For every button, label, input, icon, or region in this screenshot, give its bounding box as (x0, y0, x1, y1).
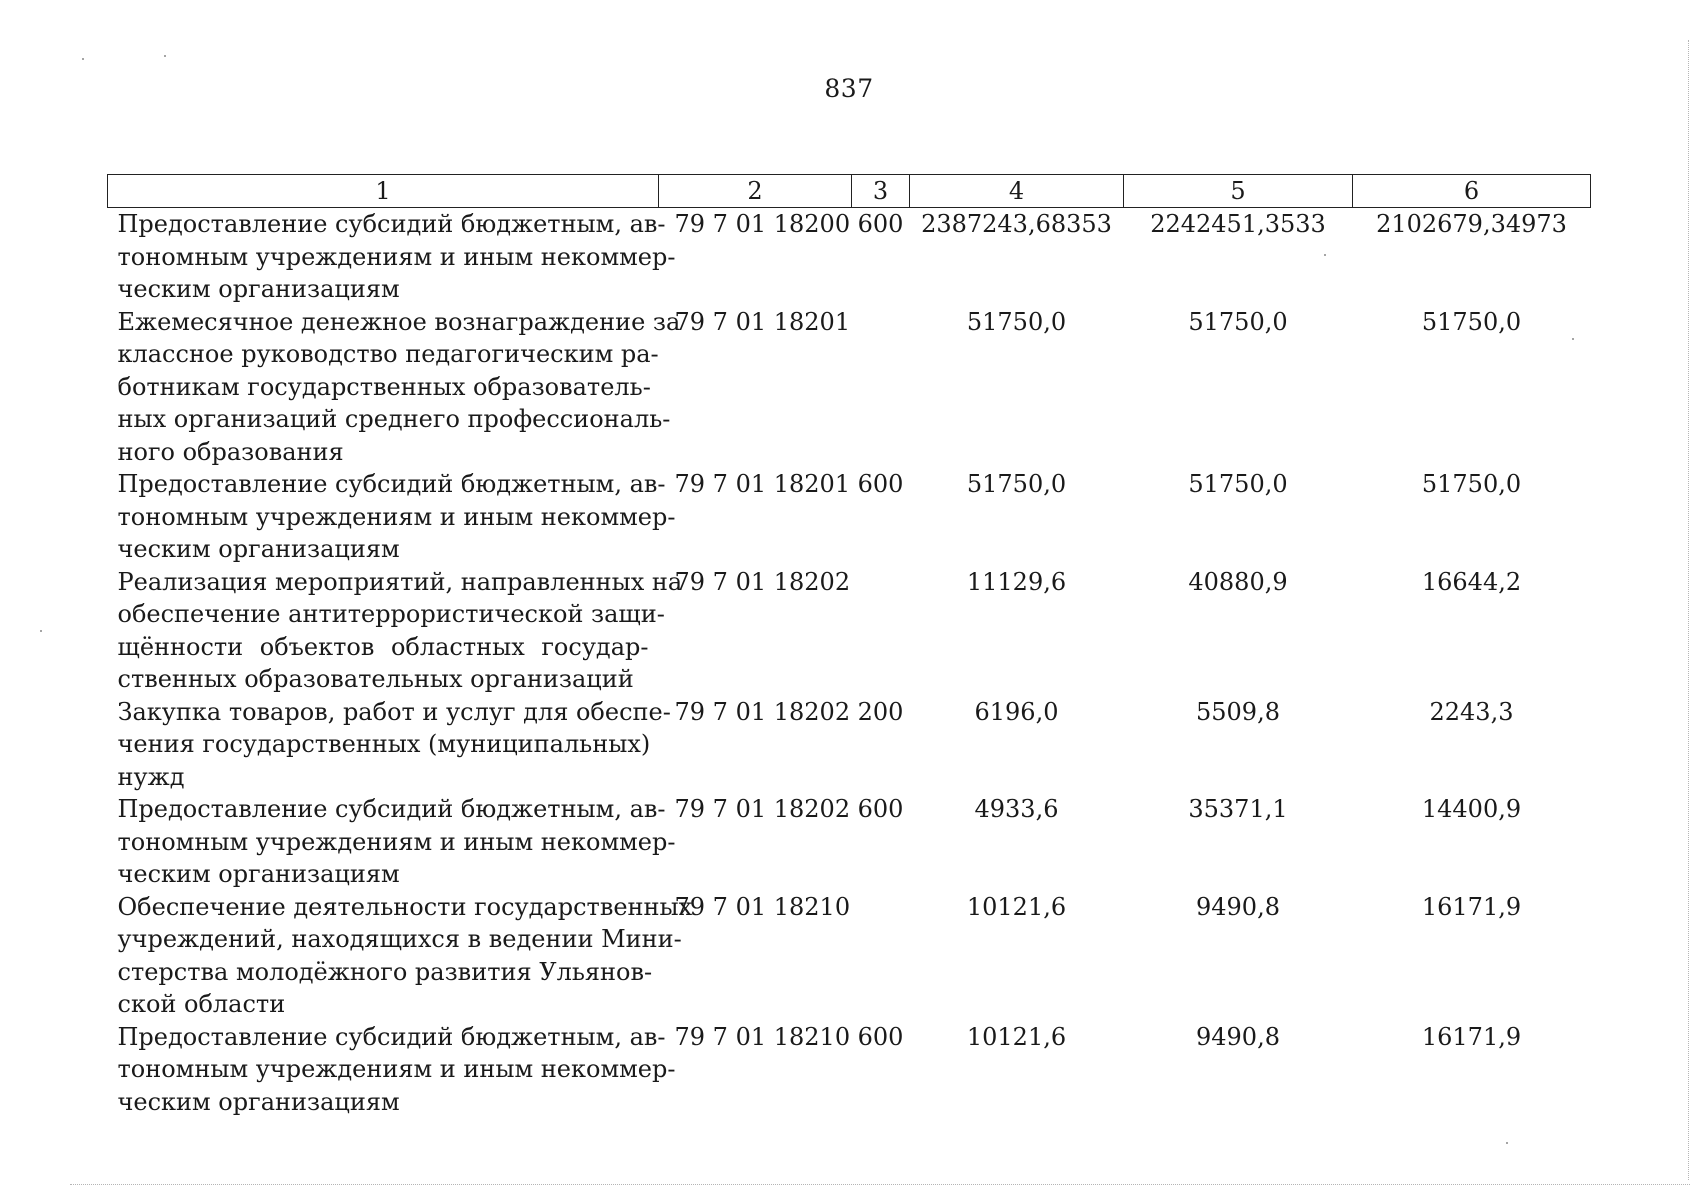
table-row (108, 566, 1591, 696)
item-name-line: классное руководство педагогическим ра- (117, 340, 659, 368)
row-expense-group (852, 306, 910, 469)
table-row (108, 891, 1591, 1021)
item-name-line: тономным учреждениям и иным некоммер- (117, 1055, 676, 1083)
row-code: 79 7 01 18202 (674, 567, 851, 596)
item-name-line: тономным учреждениям и иным некоммер- (117, 827, 676, 856)
table-row (108, 468, 1591, 566)
header-col-4: 4 (910, 175, 1124, 208)
item-name-line: ческим организациям (117, 860, 400, 888)
row-item-name (108, 468, 676, 566)
scan-speck (164, 55, 166, 57)
budget-table-container (107, 174, 1590, 1118)
scan-edge-bottom (70, 1184, 1690, 1186)
row-value-col-5: 2242451,3533 (1150, 210, 1326, 238)
row-code: 79 7 01 18202 (674, 697, 851, 726)
row-expense-group: 600 (857, 210, 904, 238)
item-name-line: тономным учреждениям и иным некоммер- (117, 502, 676, 531)
row-item-name (108, 891, 693, 1021)
row-expense-group: 200 (857, 697, 904, 726)
row-value-col-6: 2243,3 (1429, 697, 1514, 726)
item-name-line: тономным учреждениям и иным некоммер- (117, 242, 676, 271)
row-value-col-5: 51750,0 (1188, 307, 1288, 336)
table-row (108, 306, 1591, 469)
scan-speck (82, 58, 84, 60)
row-expense-group: 600 (857, 795, 904, 823)
item-name-line: ческим организациям (117, 1087, 400, 1116)
item-name-line: стерства молодёжного развития Ульянов- (117, 957, 653, 986)
row-value-col-6: 16171,9 (1421, 892, 1522, 921)
item-name-line: нужд (117, 762, 185, 791)
row-code: 79 7 01 18202 (674, 795, 851, 823)
item-name-line: Предоставление субсидий бюджетным, ав- (117, 210, 666, 238)
table-row (108, 793, 1591, 891)
item-name-line: Ежемесячное денежное вознаграждение за (117, 307, 681, 336)
header-row (108, 175, 1591, 208)
row-value-col-5: 5509,8 (1196, 697, 1280, 726)
row-value-col-5: 9490,8 (1196, 1022, 1280, 1051)
item-name-line: ской области (117, 990, 286, 1018)
item-name-line: Обеспечение деятельности государственных (117, 892, 693, 921)
item-name-line: Закупка товаров, работ и услуг для обеспе- (117, 697, 671, 726)
row-expense-group (852, 566, 910, 696)
row-value-col-4: 10121,6 (966, 1022, 1067, 1051)
row-value-col-5: 9490,8 (1196, 892, 1280, 921)
header-col-1: 1 (108, 175, 659, 208)
scan-speck (40, 630, 42, 632)
item-name-line: Предоставление субсидий бюджетным, ав- (117, 1022, 666, 1051)
item-name-line: Реализация мероприятий, направленных на (117, 567, 683, 596)
scan-speck (1324, 254, 1326, 256)
row-value-col-6: 16171,9 (1421, 1022, 1522, 1051)
row-code: 79 7 01 18210 (674, 1022, 851, 1051)
table-header (108, 175, 1591, 208)
budget-table (107, 174, 1591, 1118)
row-item-name (108, 208, 676, 306)
row-value-col-5: 40880,9 (1188, 567, 1288, 596)
scan-edge-right (1688, 40, 1690, 1180)
row-value-col-4: 6196,0 (974, 697, 1059, 726)
row-value-col-5: 35371,1 (1188, 795, 1288, 823)
row-code: 79 7 01 18200 (674, 210, 851, 238)
row-code: 79 7 01 18201 (674, 470, 851, 498)
scan-speck (1572, 338, 1574, 340)
header-col-6: 6 (1353, 175, 1591, 208)
item-name-line: ботникам государственных образователь- (117, 372, 651, 401)
row-item-name (108, 1021, 676, 1119)
table-row (108, 208, 1591, 306)
item-name-line: Предоставление субсидий бюджетным, ав- (117, 470, 666, 498)
header-col-2: 2 (659, 175, 852, 208)
item-name-line: ственных образовательных организаций (117, 665, 634, 693)
row-code: 79 7 01 18210 (674, 892, 851, 921)
row-value-col-6: 51750,0 (1421, 307, 1522, 336)
row-value-col-5: 51750,0 (1188, 470, 1288, 498)
row-value-col-6: 14400,9 (1421, 795, 1522, 823)
item-name-line: ного образования (117, 437, 344, 466)
item-name-line: щённости объектов областных государ- (117, 632, 649, 661)
header-col-3: 3 (852, 175, 910, 208)
row-expense-group: 600 (857, 470, 904, 498)
row-item-name (108, 793, 676, 891)
header-col-5: 5 (1124, 175, 1353, 208)
row-value-col-6: 2102679,34973 (1376, 210, 1567, 238)
page-number: 837 (824, 74, 874, 103)
item-name-line: ческим организациям (117, 275, 400, 303)
item-name-line: обеспечение антитеррористической защи- (117, 600, 665, 628)
row-expense-group (852, 891, 910, 1021)
row-value-col-4: 4933,6 (974, 795, 1059, 823)
row-value-col-4: 10121,6 (966, 892, 1067, 921)
row-item-name (108, 696, 671, 794)
row-code: 79 7 01 18201 (674, 307, 851, 336)
item-name-line: ческим организациям (117, 535, 400, 563)
row-value-col-4: 11129,6 (966, 567, 1067, 596)
row-value-col-4: 2387243,68353 (921, 210, 1112, 238)
row-value-col-4: 51750,0 (966, 470, 1067, 498)
table-row (108, 696, 1591, 794)
row-value-col-4: 51750,0 (966, 307, 1067, 336)
row-item-name (108, 566, 683, 696)
table-body (108, 208, 1591, 1119)
table-row (108, 1021, 1591, 1119)
row-value-col-6: 16644,2 (1421, 567, 1522, 596)
item-name-line: ных организаций среднего профессиональ- (117, 405, 671, 433)
row-expense-group: 600 (857, 1022, 904, 1051)
item-name-line: Предоставление субсидий бюджетным, ав- (117, 795, 666, 823)
item-name-line: учреждений, находящихся в ведении Мини- (117, 925, 682, 953)
row-value-col-6: 51750,0 (1421, 470, 1522, 498)
item-name-line: чения государственных (муниципальных) (117, 730, 651, 758)
scan-speck (1506, 1142, 1508, 1144)
row-item-name (108, 306, 681, 469)
